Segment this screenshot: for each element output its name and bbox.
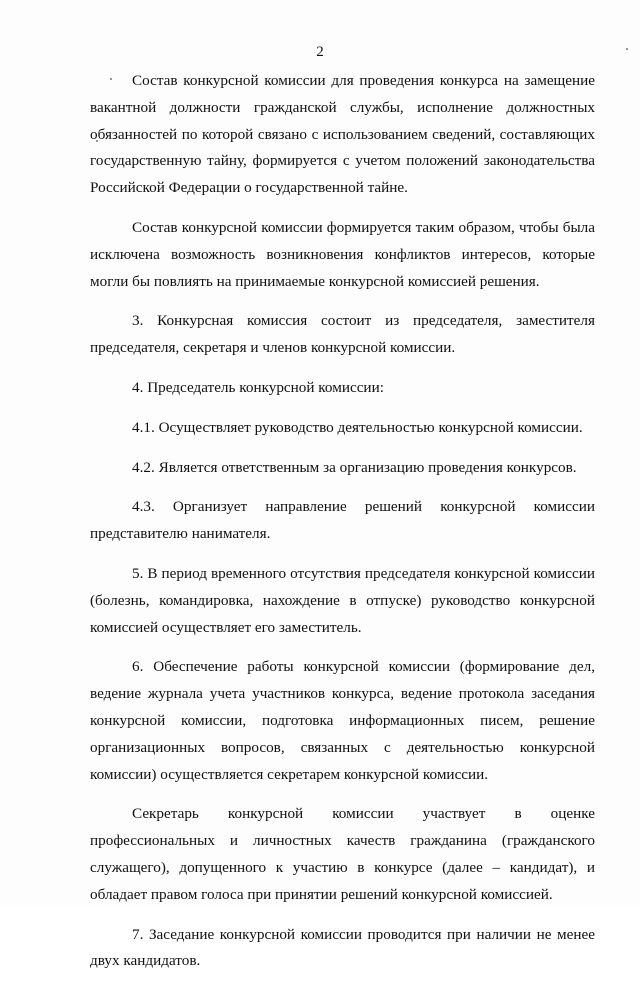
- paragraph: 6. Обеспечение работы конкурсной комиссии (формирование дел, ведение журнала учета участников конкурса, ведение протокола заседания конкурсной комиссии, подготовка информационных писем, решение организационных вопросов, связанных с деятельностью конкурсной комиссии) осуществляется секретарем конкурсной комиссии.: [90, 658, 595, 783]
- paragraph: 5. В период временного отсутствия председателя конкурсной комиссии (болезнь, командировка, нахождение в отпуске) руководство конкурсной комиссией осуществляет его заместитель.: [90, 564, 595, 636]
- paragraph: Состав конкурсной комиссии для проведения конкурса на замещение вакантной должности гражданской службы, исполнение должностных обязанностей по которой связано с использованием сведений, составляющих государственную тайну, формируется с учетом положений законодательства Российской Федерации о государственной тайне.: [90, 72, 595, 197]
- paragraph: 7. Заседание конкурсной комиссии проводится при наличии не менее двух кандидатов.: [90, 925, 595, 970]
- paragraph: 4.3. Организует направление решений конкурсной комиссии представителю нанимателя.: [90, 498, 595, 543]
- document-body: [90, 68, 595, 988]
- paragraph: 3. Конкурсная комиссия состоит из председателя, заместителя председателя, секретаря и членов конкурсной комиссии.: [90, 312, 595, 357]
- paragraph: Секретарь конкурсной комиссии участвует в оценке профессиональных и личностных качеств гражданина (гражданского служащего), допущенного к участию в конкурсе (далее – кандидат), и обладает правом голоса при принятии решений конкурсной комиссией.: [90, 805, 595, 903]
- paragraph: 4.1. Осуществляет руководство деятельностью конкурсной комиссии.: [132, 418, 583, 436]
- paragraph: 4.2. Является ответственным за организацию проведения конкурсов.: [132, 458, 577, 476]
- page-number: 2: [316, 44, 324, 60]
- scan-speck: [626, 48, 628, 50]
- paragraph: 4. Председатель конкурсной комиссии:: [132, 378, 384, 396]
- paragraph: Состав конкурсной комиссии формируется таким образом, чтобы была исключена возможность возникновения конфликтов интересов, которые могли бы повлиять на принимаемые конкурсной комиссией решения.: [90, 218, 595, 290]
